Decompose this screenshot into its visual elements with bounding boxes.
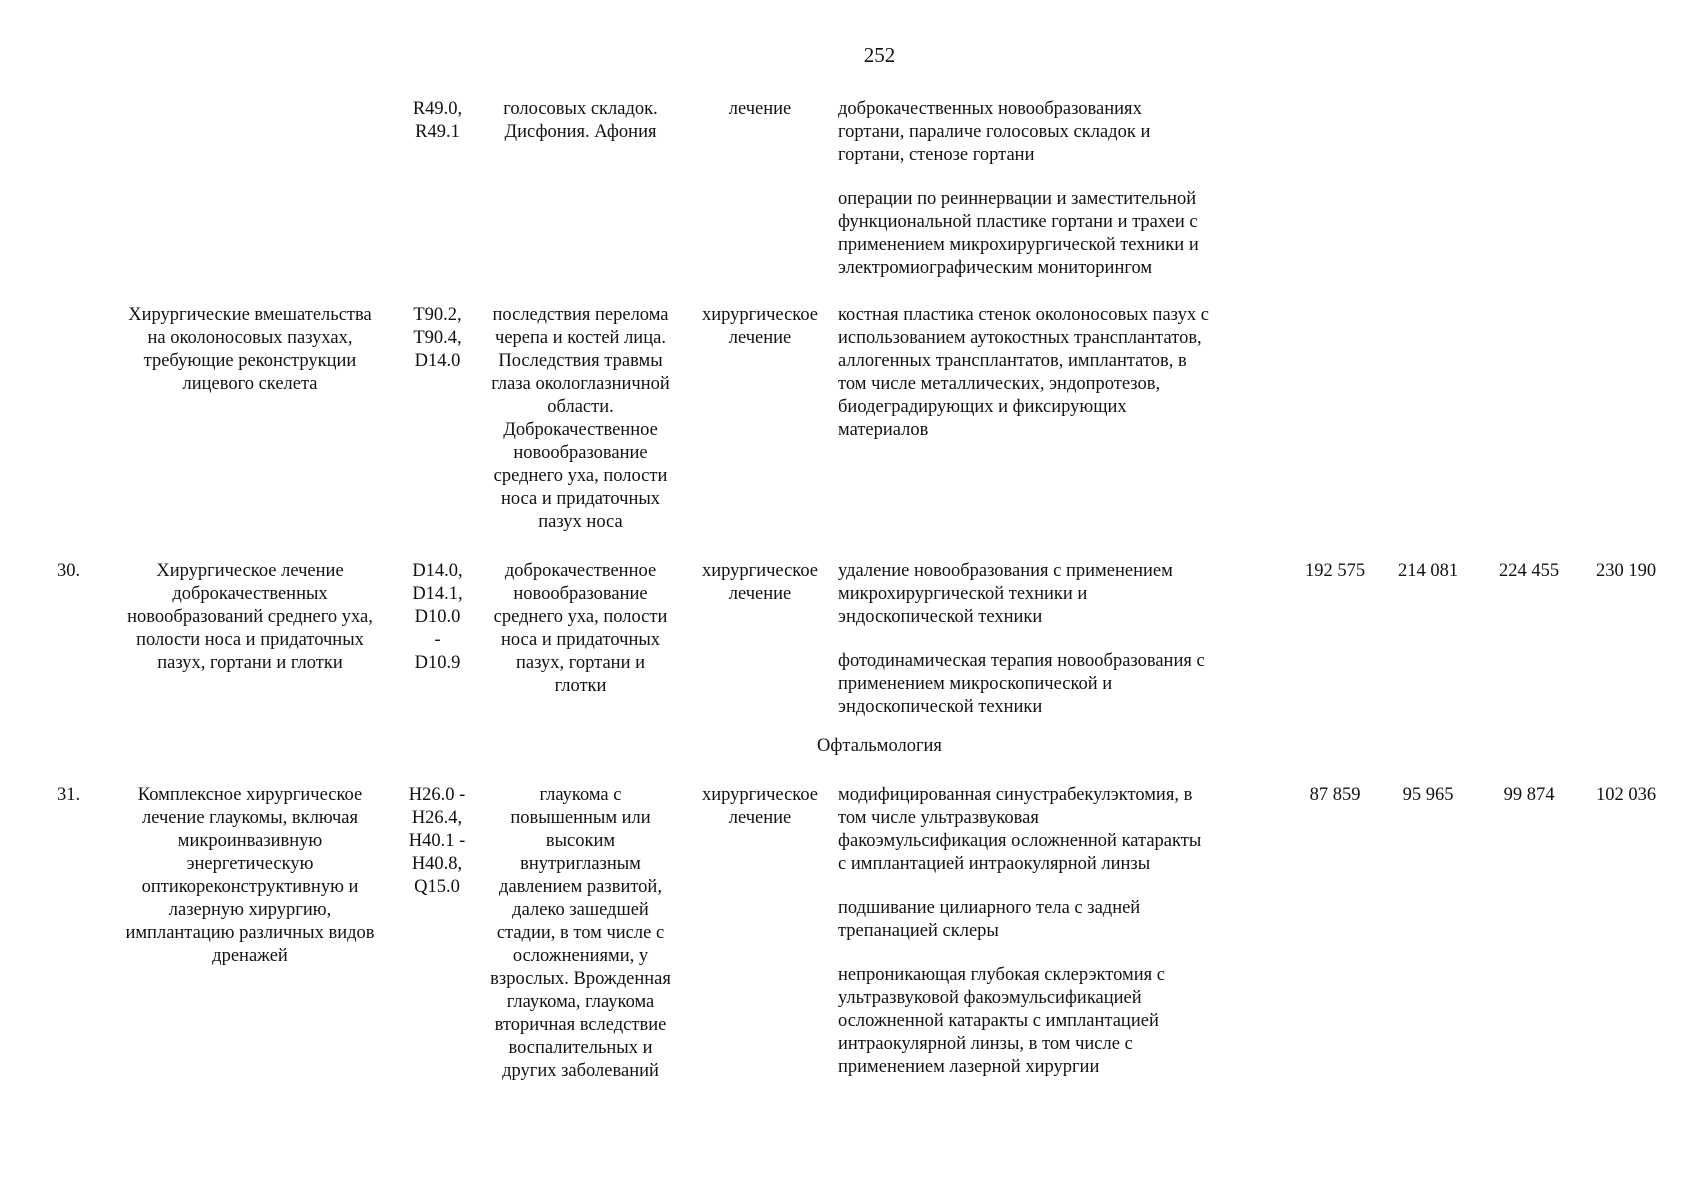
method-line: операции по реиннервации и заместительной xyxy=(838,189,1197,209)
code-line: - xyxy=(434,630,441,650)
cost-2019: 87 859 xyxy=(1309,785,1361,805)
diagnosis-line: глаукома с xyxy=(539,785,622,805)
row-methods xyxy=(838,304,1278,442)
method-item xyxy=(838,304,1278,442)
code-line: D14.0 xyxy=(414,351,461,371)
treatment-line: хирургическое xyxy=(701,785,819,805)
diagnosis-line: новообразование xyxy=(513,443,648,463)
diagnosis-line: голосовых складок. xyxy=(503,99,658,119)
name-line: доброкачественных xyxy=(172,584,328,604)
method-line: удаление новообразования с применением xyxy=(838,561,1173,581)
method-line: непроникающая глубокая склерэктомия с xyxy=(838,965,1165,985)
row-methods xyxy=(838,784,1278,1079)
cost-2019: 192 575 xyxy=(1304,561,1366,581)
code-line: D14.0, xyxy=(412,561,463,581)
method-item xyxy=(838,897,1278,943)
diagnosis-line: давлением развитой, xyxy=(499,877,662,897)
name-line: пазух, гортани и глотки xyxy=(157,653,343,673)
method-line: интраокулярной линзы, в том числе с xyxy=(838,1034,1133,1054)
name-line: полости носа и придаточных xyxy=(136,630,364,650)
diagnosis-line: Последствия травмы xyxy=(498,351,663,371)
method-line: применением лазерной хирургии xyxy=(838,1057,1100,1077)
row-name xyxy=(105,304,395,396)
cost-2020: 95 965 xyxy=(1402,785,1454,805)
name-line: лицевого скелета xyxy=(182,374,318,394)
name-line: требующие реконструкции xyxy=(143,351,357,371)
name-line: на околоносовых пазухах, xyxy=(147,328,353,348)
treatment-line: хирургическое xyxy=(701,561,819,581)
method-line: костная пластика стенок околоносовых пазух с xyxy=(838,305,1209,325)
treatment-line: хирургическое xyxy=(701,305,819,325)
code-line: R49.1 xyxy=(415,122,460,142)
name-line: лечение глаукомы, включая xyxy=(142,808,358,828)
method-line: биодеградирующих и фиксирующих xyxy=(838,397,1127,417)
row-diagnosis xyxy=(478,98,683,144)
name-line: Хирургические вмешательства xyxy=(128,305,372,325)
code-line: Q15.0 xyxy=(414,877,460,897)
method-line: применением микрохирургической техники и xyxy=(838,235,1199,255)
diagnosis-line: среднего уха, полости xyxy=(493,466,668,486)
row-codes xyxy=(395,98,480,144)
diagnosis-line: других заболеваний xyxy=(502,1061,659,1081)
row-number: 30. xyxy=(57,561,81,581)
method-line: с имплантацией интраокулярной линзы xyxy=(838,854,1151,874)
method-item xyxy=(838,560,1278,629)
diagnosis-line: среднего уха, полости xyxy=(493,607,668,627)
diagnosis-line: пазух носа xyxy=(538,512,623,532)
row-methods xyxy=(838,98,1278,280)
code-line: D10.0 xyxy=(414,607,461,627)
name-line: оптикореконструктивную и xyxy=(141,877,359,897)
row-name xyxy=(105,784,395,968)
diagnosis-line: доброкачественное xyxy=(504,561,657,581)
cost-2022: 230 190 xyxy=(1595,561,1657,581)
cost-2020: 214 081 xyxy=(1397,561,1459,581)
method-line: том числе ультразвуковая xyxy=(838,808,1039,828)
treatment-line: лечение xyxy=(728,99,792,119)
treatment-line: лечение xyxy=(728,328,792,348)
row-diagnosis xyxy=(478,560,683,698)
method-line: фотодинамическая терапия новообразования с xyxy=(838,651,1205,671)
diagnosis-line: глаза окологлазничной xyxy=(491,374,670,394)
method-item xyxy=(838,98,1278,167)
diagnosis-line: повышенным или xyxy=(510,808,651,828)
row-diagnosis xyxy=(478,304,683,534)
code-line: R49.0, xyxy=(412,99,463,119)
method-line: микрохирургической техники и xyxy=(838,584,1088,604)
diagnosis-line: Доброкачественное xyxy=(503,420,658,440)
name-line: Хирургическое лечение xyxy=(156,561,344,581)
code-line: D14.1, xyxy=(412,584,463,604)
method-item xyxy=(838,784,1278,876)
section-heading: Офтальмология xyxy=(817,736,942,756)
row-treatment xyxy=(690,98,830,121)
code-line: H26.4, xyxy=(411,808,463,828)
cost-2021: 224 455 xyxy=(1498,561,1560,581)
method-line: доброкачественных новообразованиях xyxy=(838,99,1142,119)
code-line: H26.0 - xyxy=(408,785,466,805)
method-line: функциональной пластике гортани и трахеи с xyxy=(838,212,1198,232)
diagnosis-line: последствия перелома xyxy=(492,305,669,325)
cost-2022: 102 036 xyxy=(1595,785,1657,805)
method-line: использованием аутокостных трансплантатов, xyxy=(838,328,1202,348)
name-line: лазерную хирургию, xyxy=(168,900,332,920)
method-line: ультразвуковой факоэмульсификацией xyxy=(838,988,1142,1008)
method-line: аллогенных трансплантатов, имплантатов, в xyxy=(838,351,1187,371)
row-number: 31. xyxy=(57,785,81,805)
method-line: эндоскопической техники xyxy=(838,697,1043,717)
name-line: новообразований среднего уха, xyxy=(127,607,373,627)
method-item xyxy=(838,650,1278,719)
diagnosis-line: новообразование xyxy=(513,584,648,604)
treatment-line: лечение xyxy=(728,808,792,828)
diagnosis-line: взрослых. Врожденная xyxy=(490,969,671,989)
diagnosis-line: области. xyxy=(547,397,614,417)
row-codes xyxy=(395,304,480,373)
diagnosis-line: далеко зашедшей xyxy=(512,900,649,920)
method-line: осложненной катаракты с имплантацией xyxy=(838,1011,1159,1031)
method-line: гортани, параличе голосовых складок и xyxy=(838,122,1151,142)
method-item xyxy=(838,188,1278,280)
diagnosis-line: Дисфония. Афония xyxy=(504,122,657,142)
row-diagnosis xyxy=(478,784,683,1083)
name-line: микроинвазивную xyxy=(177,831,323,851)
code-line: H40.8, xyxy=(411,854,463,874)
code-line: H40.1 - xyxy=(408,831,466,851)
row-codes xyxy=(395,560,480,675)
row-treatment xyxy=(690,560,830,606)
cost-2021: 99 874 xyxy=(1503,785,1555,805)
diagnosis-line: высоким xyxy=(545,831,616,851)
diagnosis-line: пазух, гортани и xyxy=(515,653,645,673)
method-line: факоэмульсификация осложненной катаракты xyxy=(838,831,1202,851)
row-treatment xyxy=(690,784,830,830)
diagnosis-line: глаукома, глаукома xyxy=(506,992,655,1012)
diagnosis-line: стадии, в том числе с xyxy=(496,923,665,943)
diagnosis-line: носа и придаточных xyxy=(500,489,661,509)
method-line: гортани, стенозе гортани xyxy=(838,145,1035,165)
diagnosis-line: воспалительных и xyxy=(508,1038,653,1058)
diagnosis-line: черепа и костей лица. xyxy=(495,328,666,348)
name-line: дренажей xyxy=(212,946,288,966)
method-line: электромиографическим мониторингом xyxy=(838,258,1153,278)
method-line: модифицированная синустрабекулэктомия, в xyxy=(838,785,1193,805)
diagnosis-line: носа и придаточных xyxy=(500,630,661,650)
row-codes xyxy=(392,784,482,899)
method-line: трепанацией склеры xyxy=(838,921,999,941)
code-line: T90.2, xyxy=(413,305,462,325)
name-line: имплантацию различных видов xyxy=(125,923,375,943)
diagnosis-line: вторичная вследствие xyxy=(494,1015,667,1035)
method-item xyxy=(838,964,1278,1079)
name-line: энергетическую xyxy=(186,854,314,874)
row-treatment xyxy=(690,304,830,350)
diagnosis-line: осложнениями, у xyxy=(512,946,649,966)
method-line: том числе металлических, эндопротезов, xyxy=(838,374,1161,394)
method-line: эндоскопической техники xyxy=(838,607,1043,627)
method-line: подшивание цилиарного тела с задней xyxy=(838,898,1141,918)
method-line: применением микроскопической и xyxy=(838,674,1113,694)
row-methods xyxy=(838,560,1278,719)
diagnosis-line: глотки xyxy=(554,676,607,696)
name-line: Комплексное хирургическое xyxy=(137,785,363,805)
method-line: материалов xyxy=(838,420,929,440)
code-line: T90.4, xyxy=(413,328,462,348)
code-line: D10.9 xyxy=(414,653,461,673)
row-name xyxy=(105,560,395,675)
page-number: 252 xyxy=(863,43,896,67)
treatment-line: лечение xyxy=(728,584,792,604)
diagnosis-line: внутриглазным xyxy=(520,854,641,874)
